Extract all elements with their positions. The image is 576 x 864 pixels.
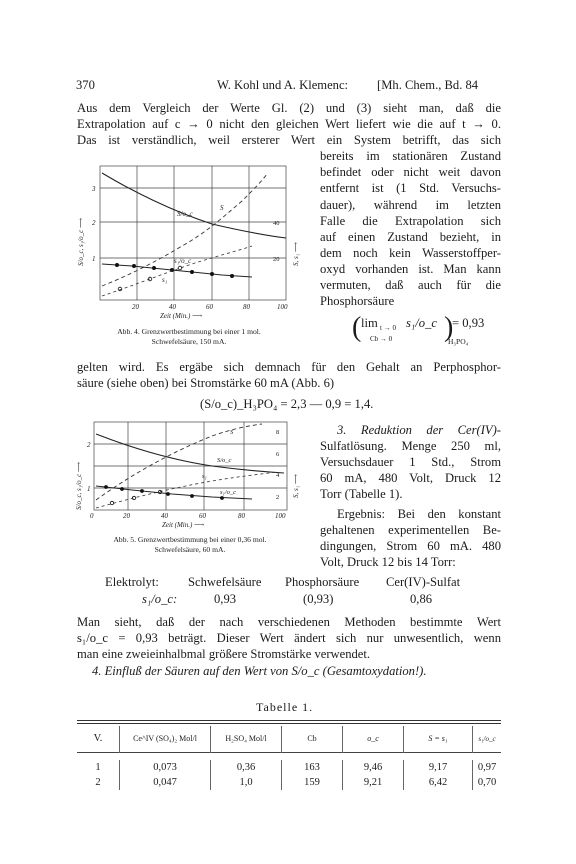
- figure-4-caption: Schwefelsäure, 150 mA.: [151, 337, 227, 346]
- table-header: s₁/o_c: [473, 726, 502, 752]
- paragraph-line: dingungen, Strom 60 mA. 480: [320, 539, 501, 553]
- curve-label: S: [220, 204, 224, 212]
- data-table: [77, 726, 501, 790]
- y-tick: 2: [276, 494, 280, 501]
- x-tick: 100: [275, 512, 286, 520]
- y-tick: 3: [92, 185, 96, 193]
- x-tick: 0: [90, 512, 94, 520]
- paragraph-line: gehaltenen experimentellen Be-: [320, 523, 501, 537]
- table-cell: 0,073: [120, 760, 211, 775]
- paragraph-line: befindet oder nicht weit davon: [320, 165, 501, 179]
- paragraph-line: gelten wird. Es ergäbe sich demnach für den Gehalt an Perphosphor-: [77, 360, 501, 374]
- curve-label: S/o_c: [177, 210, 193, 218]
- electrolyte-value: Cer(IV)-Sulfat: [386, 575, 461, 589]
- x-tick: 40: [169, 303, 176, 311]
- paragraph-line: Man sieht, daß der nach verschiedenen Methoden bestimmte Wert: [77, 615, 501, 629]
- table-header: Ce^IV (SO₄)₂ Mol/l: [120, 726, 211, 752]
- x-tick: 20: [123, 512, 130, 520]
- table-cell: 1: [95, 762, 101, 773]
- table-cell: 0,97: [473, 760, 502, 775]
- paragraph-line: bereits im stationären Zustand: [320, 149, 501, 163]
- table-cell: 163: [282, 760, 343, 775]
- y-tick: 1: [87, 485, 91, 493]
- figure-5: [72, 414, 312, 532]
- paragraph-line: 3. Reduktion der Cer(IV)-: [337, 423, 501, 437]
- paragraph-line: Aus dem Vergleich der Werte Gl. (2) und (3) sieht man, daß die: [77, 101, 501, 115]
- running-head-authors: W. Kohl und A. Klemenc:: [217, 78, 349, 92]
- table-cell: 1,0: [211, 775, 282, 790]
- x-tick: 60: [206, 303, 213, 311]
- y-axis-label-right: S, s₁ ⟶: [292, 242, 300, 266]
- curve-label: s₁: [162, 276, 168, 284]
- x-axis-label: Zeit (Min.) ⟶: [160, 312, 203, 320]
- table-header: S = s₁: [404, 726, 473, 752]
- paragraph-line: säure (siehe oben) bei Stromstärke 60 mA (Abb. 6): [77, 376, 335, 390]
- electrolyte-value: Phosphorsäure: [285, 575, 360, 589]
- curve-label: s₁: [202, 473, 207, 480]
- x-tick: 80: [238, 512, 245, 520]
- curve-label: s₁/o_c: [174, 257, 192, 265]
- table-title: Tabelle 1.: [256, 700, 314, 714]
- table-cell: 159: [282, 775, 343, 790]
- table-cell: 0,36: [211, 760, 282, 775]
- paragraph-line: Phosphorsäure: [320, 294, 395, 308]
- ratio-label: s₁/o_c:: [142, 592, 178, 606]
- y-axis-label-left: S/o_c, s₁/o_c ⟶: [75, 461, 83, 510]
- figure-4-caption: Abb. 4. Grenzwertbestimmung bei einer 1 mol.: [117, 327, 261, 336]
- paragraph-line: dem noch kein Wasserstoffper-: [320, 246, 501, 260]
- y-tick: 2: [87, 441, 91, 449]
- paragraph-line: Ergebnis: Bei den konstant: [337, 507, 501, 521]
- running-head-journal: [Mh. Chem., Bd. 84: [377, 78, 479, 92]
- paragraph-line: Versuchsdauer 1 Std., Strom: [320, 455, 501, 469]
- paragraph-line: Falle die Extrapolation sich: [320, 214, 501, 228]
- table-row: [77, 760, 501, 775]
- y-tick: 4: [276, 472, 280, 479]
- paragraph-line: dauer), während im letzten: [320, 198, 501, 212]
- table-cell: 2: [95, 777, 101, 788]
- curve-S-oc: [96, 434, 284, 473]
- table-cell: 6,42: [404, 775, 473, 790]
- paragraph-line: 60 mA, 480 Volt, Druck 12: [320, 471, 501, 485]
- ratio-value: 0,86: [410, 592, 433, 606]
- paragraph-line: entfernt ist (1 Std. Versuchs-: [320, 181, 501, 195]
- y-tick: 1: [92, 255, 96, 263]
- y-tick: 8: [276, 429, 280, 436]
- paragraph-line: Volt, Druck 12 bis 14 Torr:: [320, 555, 456, 569]
- y-axis-label-left: S/o_c, s₁/o_c ⟶: [77, 217, 85, 266]
- paragraph-line: Sulfatlösung. Menge 250 ml,: [320, 439, 501, 453]
- y-axis-label-right: S, s₁ ⟶: [292, 474, 300, 498]
- ratio-value: (0,93): [303, 592, 334, 606]
- table-cell: 9,21: [343, 775, 404, 790]
- section-heading: 4. Einfluß der Säuren auf den Wert von S/o_c (Gesamtoxydation!).: [92, 664, 427, 678]
- paragraph-line: Extrapolation auf c → 0 nicht den gleichen Wert liefert wie die auf t → 0.: [77, 117, 501, 131]
- page-number: 370: [76, 78, 95, 92]
- paragraph-line: Das ist verständlich, weil ersterer Wert ein System betrifft, das sich: [77, 133, 501, 147]
- x-tick: 100: [277, 303, 288, 311]
- curve-label: s₁/o_c: [220, 489, 236, 496]
- curve-label: S/o_c: [217, 457, 232, 464]
- electrolyte-label: Elektrolyt:: [105, 575, 159, 589]
- table-header-row: [77, 726, 501, 752]
- x-axis-label: Zeit (Min.) ⟶: [162, 521, 205, 529]
- ratio-value: 0,93: [214, 592, 237, 606]
- table-header: V.: [93, 733, 103, 745]
- table-header: o_c: [343, 726, 404, 752]
- y-tick: 20: [273, 256, 280, 263]
- y-tick: 40: [273, 220, 280, 227]
- curve-label: S: [230, 429, 234, 436]
- table-cell: 9,46: [343, 760, 404, 775]
- table-cell: 0,047: [120, 775, 211, 790]
- x-tick: 20: [132, 303, 139, 311]
- paragraph-line: auf einen Zustand bezieht, in: [320, 230, 501, 244]
- y-tick: 6: [276, 451, 280, 458]
- table-row: [77, 775, 501, 790]
- curve-s1-oc: [102, 264, 252, 277]
- table-cell: 9,17: [404, 760, 473, 775]
- formula-perphosphor: (S/o_c)_H₃PO₄ = 2,3 — 0,9 = 1,4.: [200, 397, 374, 411]
- table-header: Cb: [282, 726, 343, 752]
- x-tick: 80: [243, 303, 250, 311]
- paragraph-line: man eine zweieinhalbmal größere Stromstärke verwendet.: [77, 647, 371, 661]
- paragraph-line: oxyd vorhanden ist. Man kann: [320, 262, 501, 276]
- table-header: H₂SO₄ Mol/l: [211, 726, 282, 752]
- table-cell: 0,70: [473, 775, 502, 790]
- figure-5-caption: Abb. 5. Grenzwertbestimmung bei einer 0,36 mol.: [113, 535, 267, 544]
- x-tick: 60: [199, 512, 206, 520]
- curve-S-oc: [102, 173, 286, 238]
- paragraph-line: vermuten, daß auch für die: [320, 278, 501, 292]
- formula-limit: ( lim t → 0 Cb → 0 s₁/o_c ) H₃PO₄ = 0,93: [352, 312, 485, 346]
- figure-4: [72, 146, 312, 326]
- x-tick: 40: [161, 512, 168, 520]
- table-top-rule: [77, 720, 501, 724]
- paragraph-line: Torr (Tabelle 1).: [320, 487, 403, 501]
- figure-5-caption: Schwefelsäure, 60 mA.: [154, 545, 226, 554]
- curve-S: [102, 174, 267, 286]
- y-tick: 2: [92, 219, 96, 227]
- electrolyte-value: Schwefelsäure: [188, 575, 262, 589]
- paragraph-line: s₁/o_c = 0,93 beträgt. Dieser Wert ändert sich nur unwesentlich, wenn: [77, 631, 501, 645]
